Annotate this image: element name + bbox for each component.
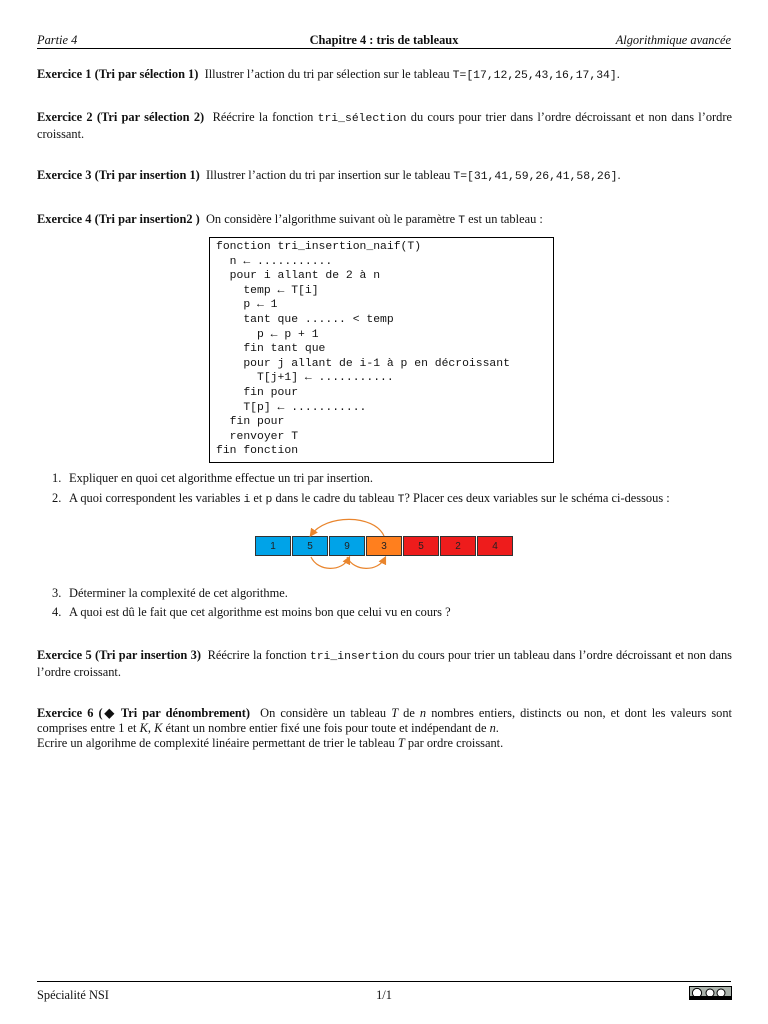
question-3 (52, 586, 288, 601)
exercise-3-code: T=[31,41,59,26,41,58,26] (453, 171, 618, 183)
question-2-text-d: ? Placer ces deux variables sur le schéma ci-dessous : (404, 491, 670, 505)
question-2-var-t: T (397, 494, 405, 506)
arrow-down-curve-2 (347, 557, 385, 568)
exercise-3-text: Illustrer l’action du tri par insertion sur le tableau (205, 168, 451, 182)
exercise-5-title: Exercice 5 (Tri par insertion 3) (37, 648, 201, 662)
header-chapter: Chapitre 4 : tris de tableaux (309, 33, 459, 47)
exercise-4-text-a: On considère l’algorithme suivant où le paramètre (205, 212, 456, 226)
exercise-2-text-b: du cours pour trier dans l’ordre décroissant et non dans l’ordre croissant. (37, 110, 733, 141)
exercise-6-line-2 (37, 736, 732, 751)
algorithm-box (209, 237, 554, 463)
exercise-3-title: Exercice 3 (Tri par insertion 1) (37, 168, 200, 182)
array-cell-label: 5 (307, 541, 313, 552)
footer-page: 1/1 (376, 988, 392, 1002)
question-3-text: Déterminer la complexité de cet algorithme. (69, 586, 288, 600)
array-cell-label: 2 (455, 541, 461, 552)
exercise-5-text-a: Réécrire la fonction (207, 648, 307, 662)
algorithm-line: fonction tri_insertion_naif(T) (216, 241, 422, 253)
exercise-4-code: T (458, 215, 466, 227)
algorithm-line: pour i allant de 2 à n (216, 270, 381, 283)
algorithm-line: fin pour (216, 386, 299, 399)
algorithm-line: pour j allant de i-1 à p en décroissant (216, 357, 510, 370)
question-4-text: A quoi est dû le fait que cet algorithme est moins bon que celui vu en cours ? (69, 605, 451, 619)
array-cell (403, 536, 439, 556)
exercise-6-number: 1 (118, 721, 125, 735)
exercise-3-end: . (617, 168, 621, 182)
array-cell-label: 4 (492, 541, 498, 552)
exercise-1 (37, 67, 732, 84)
algorithm-line: temp ← T[i] (216, 284, 319, 297)
exercise-6-var: K (139, 721, 148, 735)
question-4 (52, 605, 451, 620)
header-part: Partie 4 (37, 33, 78, 47)
algorithm-line: fin tant que (216, 343, 326, 356)
algorithm-line: fin pour (216, 416, 285, 429)
exercise-6-text: étant un nombre entier fixé une fois pour toute et indépendant de (165, 721, 487, 735)
exercise-6-text: Ecrire un algorihme de complexité linéaire permettant de trier le tableau (37, 736, 395, 750)
license-badge-icon (690, 987, 731, 999)
question-2 (52, 491, 670, 508)
arrow-down-curve-1 (311, 557, 349, 568)
array-cell (255, 536, 291, 556)
question-4-num: 4. (52, 605, 62, 619)
array-cell (477, 536, 513, 556)
header-rule (37, 48, 731, 49)
page-header (37, 33, 731, 47)
exercise-6-text: et (127, 721, 137, 735)
exercise-4 (37, 212, 732, 229)
footer-rule (37, 981, 731, 982)
question-1-text: Expliquer en quoi cet algorithme effectue un tri par insertion. (69, 471, 373, 485)
question-1 (52, 471, 373, 486)
exercise-5-code: tri_insertion (309, 651, 399, 663)
algorithm-line: fin fonction (216, 445, 299, 458)
algorithm-line: n ← ........... (216, 255, 333, 268)
exercise-6-var: n (489, 721, 496, 735)
exercise-1-end: . (616, 67, 620, 81)
exercise-4-title: Exercice 4 (Tri par insertion2 ) (37, 212, 200, 226)
question-2-num: 2. (52, 491, 62, 505)
exercise-6 (37, 706, 732, 736)
exercise-5-text-b: du cours pour trier un tableau dans l’ordre décroissant et non dans l’ordre croissant. (37, 648, 732, 679)
exercise-6-var: T (397, 736, 405, 750)
exercise-6-text: . (495, 721, 499, 735)
question-2-var-p: p (265, 494, 273, 506)
exercise-2-title: Exercice 2 (Tri par sélection 2) (37, 110, 205, 124)
question-2-text-c: dans le cadre du tableau (275, 491, 395, 505)
exercise-6-var: n (419, 706, 427, 720)
exercise-6-title: Exercice 6 (◆ Tri par dénombrement) (37, 706, 251, 720)
exercise-2 (37, 110, 732, 142)
exercise-6-text: , (147, 721, 151, 735)
exercise-6-text: par ordre croissant. (407, 736, 504, 750)
question-1-num: 1. (52, 471, 62, 485)
question-2-text-a: A quoi correspondent les variables (69, 491, 241, 505)
exercise-1-title: Exercice 1 (Tri par sélection 1) (37, 67, 199, 81)
exercise-6-text: nombres entiers, distincts ou non, et dont les valeurs sont comprises entre (37, 706, 733, 735)
exercise-1-text: Illustrer l’action du tri par sélection sur le tableau (204, 67, 450, 81)
exercise-1-code: T=[17,12,25,43,16,17,34] (452, 70, 617, 82)
header-subject: Algorithmique avancée (615, 33, 731, 47)
algorithm-line: renvoyer T (216, 430, 299, 443)
algorithm-line: T[j+1] ← ........... (216, 372, 394, 385)
footer-left: Spécialité NSI (37, 988, 109, 1002)
exercise-3 (37, 168, 732, 185)
exercise-6-text: de (403, 706, 415, 720)
algorithm-line: tant que ...... < temp (216, 313, 394, 326)
insertion-arrows (290, 512, 400, 574)
arrow-up-curve (311, 519, 384, 536)
array-cell (440, 536, 476, 556)
exercise-2-text-a: Réécrire la fonction (212, 110, 314, 124)
algorithm-line: p ← 1 (216, 299, 278, 312)
question-2-var-i: i (243, 494, 251, 506)
exercise-5 (37, 648, 732, 680)
array-cell-label: 3 (381, 541, 387, 552)
array-cell-label: 1 (270, 541, 276, 552)
algorithm-line: p ← p + 1 (216, 328, 319, 341)
exercise-6-var: T (391, 706, 399, 720)
exercise-6-text: On considère un tableau (260, 706, 387, 720)
question-3-num: 3. (52, 586, 62, 600)
exercise-6-var: K (154, 721, 163, 735)
array-cell-label: 5 (418, 541, 424, 552)
question-2-text-b: et (253, 491, 263, 505)
exercise-4-text-b: est un tableau : (468, 212, 543, 226)
algorithm-line: T[p] ← ........... (216, 401, 367, 414)
cc-by-sa-icon (689, 986, 732, 1000)
array-cell-label: 9 (344, 541, 350, 552)
exercise-2-code: tri_sélection (317, 113, 407, 125)
